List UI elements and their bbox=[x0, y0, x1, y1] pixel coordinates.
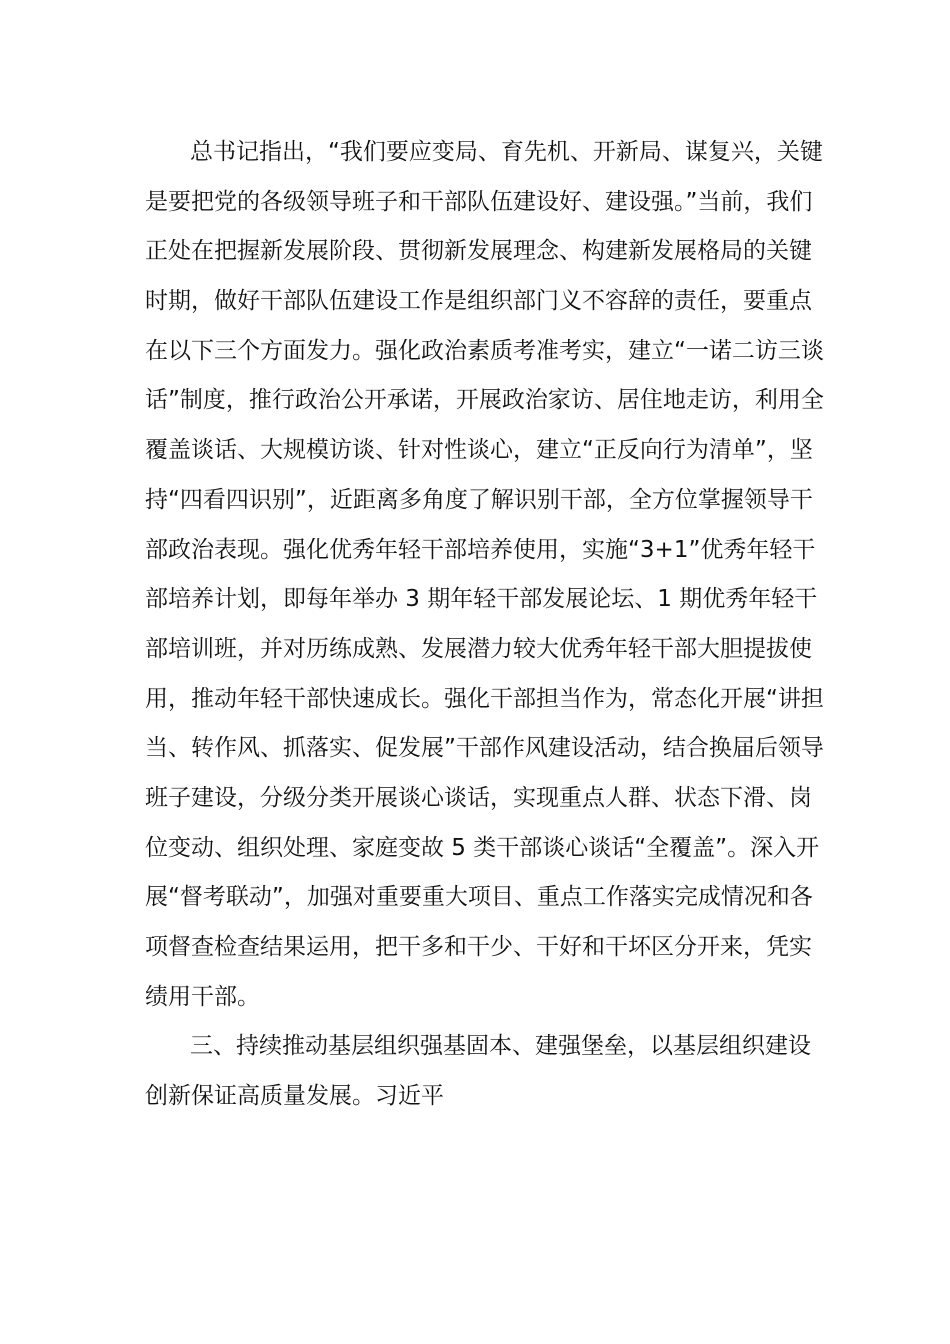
text-line: 展“督考联动”，加强对重要重大项目、重点工作落实完成情况和各 bbox=[145, 884, 813, 911]
text-line: 当、转作风、抓落实、促发展”干部作风建设活动，结合换届后领导 bbox=[145, 735, 824, 762]
text-line: 总书记指出，“我们要应变局、育先机、开新局、谋复兴，关键 bbox=[190, 139, 823, 165]
text-line: 正处在把握新发展阶段、贯彻新发展理念、构建新发展格局的关键 bbox=[145, 238, 812, 265]
text-line: 在以下三个方面发力。强化政治素质考准考实，建立“一诺二访三谈 bbox=[145, 337, 824, 364]
paragraph-cadre-building bbox=[145, 134, 824, 1028]
text-line: 是要把党的各级领导班子和干部队伍建设好、建设强。”当前，我们 bbox=[145, 188, 813, 215]
text-line: 部培训班，并对历练成熟、发展潜力较大优秀年轻干部大胆提拔使 bbox=[145, 635, 812, 662]
text-line: 持“四看四识别”，近距离多角度了解识别干部，全方位掌握领导干 bbox=[145, 486, 813, 513]
text-line: 时期，做好干部队伍建设工作是组织部门义不容辞的责任，要重点 bbox=[145, 288, 812, 315]
text-line: 项督查检查结果运用，把干多和干少、干好和干坏区分开来，凭实 bbox=[145, 934, 812, 960]
text-line: 三、持续推动基层组织强基固本、建强堡垒，以基层组织建设 bbox=[190, 1033, 811, 1060]
text-line: 位变动、组织处理、家庭变故 5 类干部谈心谈话“全覆盖”。深入开 bbox=[145, 834, 820, 861]
text-line: 班子建设，分级分类开展谈心谈话，实现重点人群、状态下滑、岗 bbox=[145, 784, 812, 811]
text-line: 覆盖谈话、大规模访谈、针对性谈心，建立“正反向行为清单”，坚 bbox=[145, 437, 813, 464]
text-line: 绩用干部。 bbox=[145, 983, 260, 1010]
paragraph-grassroots-organization bbox=[145, 1028, 811, 1127]
text-line: 话”制度，推行政治公开承诺，开展政治家访、居住地走访，利用全 bbox=[145, 387, 824, 414]
text-line: 部培养计划，即每年举办 3 期年轻干部发展论坛、1 期优秀年轻干 bbox=[145, 586, 818, 613]
document-page bbox=[145, 134, 824, 1128]
text-line: 用，推动年轻干部快速成长。强化干部担当作为，常态化开展“讲担 bbox=[145, 685, 824, 712]
text-line: 部政治表现。强化优秀年轻干部培养使用，实施“3+1”优秀年轻干 bbox=[145, 536, 816, 563]
text-line: 创新保证高质量发展。习近平 bbox=[145, 1083, 444, 1110]
